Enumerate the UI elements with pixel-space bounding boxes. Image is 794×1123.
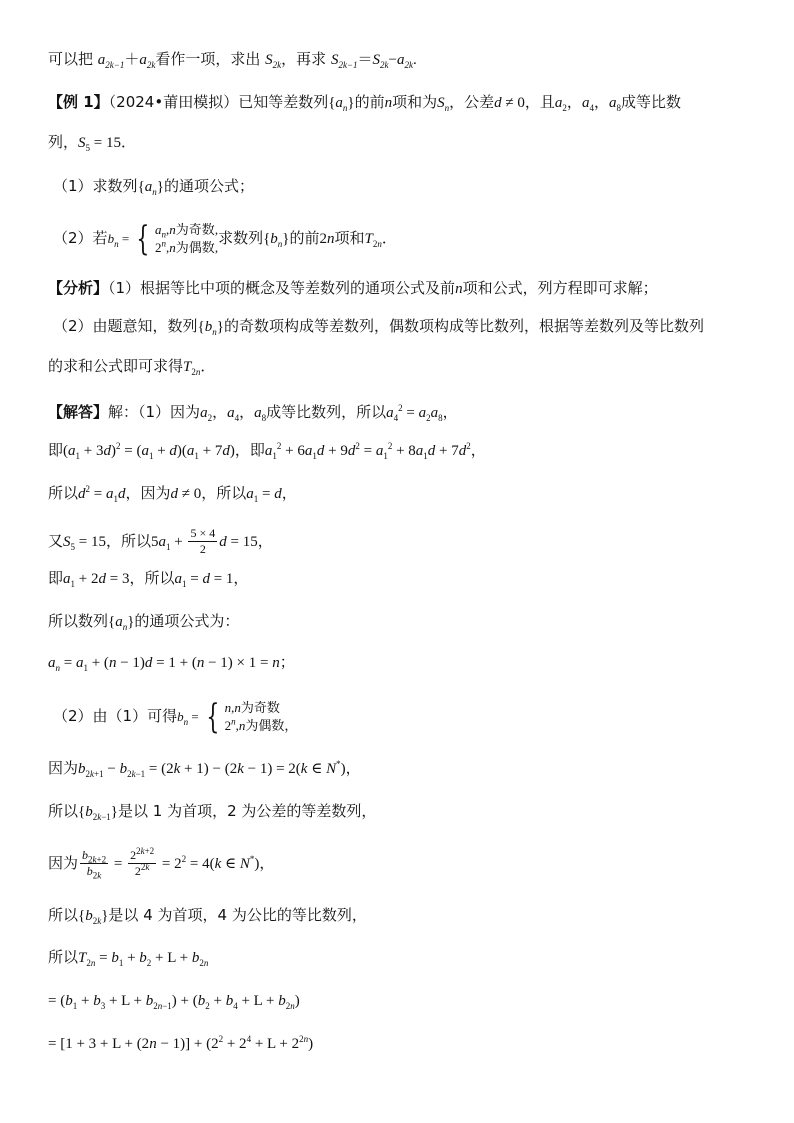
analysis-line-3: 的求和公式即可求得$T_{2n}$． <box>48 357 216 377</box>
solution-line-9: 因为$b_{2k+1} - b_{2k-1} = (2k + 1) - (2k - 1) = 2(k$ ∈ N*)， <box>48 759 361 779</box>
intro-line: 可以把 $a_{2k-1}+a_{2k}$看作一项，求出 $S_{2k}$，再求 $S_{2k-1}=S_{2k}-a_{2k}$. <box>48 50 417 70</box>
example-stem-line-2: 列，$S_5 = 15$． <box>48 133 136 153</box>
question-2: （2）若$b_n$ = { $a_n,n$为奇数, 2$^n$,n为偶数, 求数列$\{b_n\}$的前2n项和$T_{2n}$． <box>53 218 397 259</box>
piecewise-brace-2: { n,n为奇数 2$^n$,n为偶数， <box>206 696 298 737</box>
solution-line-5: 即$a_1 + 2d = 3$，所以$a_1 = d = 1$， <box>48 569 249 589</box>
solution-line-15: = $[1 + 3 + L + (2n - 1)] + (2^2 + 2^4 + L + 2^{2n})$ <box>48 1034 314 1052</box>
intro-text-2: 看作一项，求出 <box>155 50 266 68</box>
intro-text-3: ，再求 <box>281 50 331 68</box>
analysis-label: 【分析】 <box>48 279 109 297</box>
example-label: 【例 1】 <box>48 93 109 111</box>
solution-line-4: 又$S_5 = 15$，所以$5a_1$ + $\frac{5 \times 4}{2}$ d = 15， <box>48 526 273 556</box>
solution-line-6: 所以数列$\{a_n\}$的通项公式为： <box>48 612 240 632</box>
solution-line-11: 因为 $\frac{b_{2k+2}}{b_{2k}}$ = $\frac{2^{2k+2}}{2^{2k}}$ = $2^2 = 4(k$ ∈ N*)， <box>48 846 275 881</box>
solution-line-8: （2）由（1）可得$b_n$ = { n,n为奇数 2$^n$,n为偶数， <box>53 696 298 737</box>
solution-line-3: 所以$d^2 = a_1d$，因为d ≠ 0，所以$a_1 = d$， <box>48 484 297 504</box>
solution-line-14: = $(b_1 + b_3 + L + b_{2n-1}) + (b_2 + b_4 + L + b_{2n})$ <box>48 993 300 1011</box>
solution-line-2: 即$(a_1 + 3d)^2 = (a_1 + d)(a_1 + 7d)$，即$a_1^2 + 6a_1d + 9d^2 = a_1^2 + 8a_1d + 7d^2$， <box>48 441 486 461</box>
solution-line-1: 【解答】解：（1）因为$a_2$，$a_4$，$a_8$成等比数列，所以$a_4^2 = a_2a_8$， <box>48 403 458 423</box>
solution-line-13: 所以$T_{2n} = b_1 + b_2 + L + b_{2n}$ <box>48 948 209 968</box>
intro-text-1: 可以把 <box>48 50 98 68</box>
solution-line-7: $a_n = a_1 + (n - 1)d = 1 + (n - 1) \times 1 = n$； <box>48 653 295 673</box>
example-source: （2024•莆田模拟） <box>108 93 239 111</box>
analysis-line-1: 【分析】（1）根据等比中项的概念及等差数列的通项公式及前n项和公式，列方程即可求解； <box>48 279 658 297</box>
analysis-line-2: （2）由题意知，数列$\{b_n\}$的奇数项构成等差数列，偶数项构成等比数列，根据等差数列及等比数列 <box>53 317 704 337</box>
example-stem-line-1: 【例 1】（2024•莆田模拟）已知等差数列$\{a_n\}$的前n项和为$S_n$，公差d ≠ 0，且$a_2$，$a_4$，$a_8$成等比数 <box>48 93 681 113</box>
solution-line-12: 所以$\{b_{2k}\}$是以 4 为首项，4 为公比的等比数列， <box>48 906 367 926</box>
question-1: （1）求数列$\{a_n\}$的通项公式； <box>53 177 254 197</box>
solution-label: 【解答】 <box>48 403 109 421</box>
solution-line-10: 所以$\{b_{2k-1}\}$是以 1 为首项，2 为公差的等差数列， <box>48 802 377 822</box>
piecewise-brace: { $a_n,n$为奇数, 2$^n$,n为偶数, <box>136 218 219 259</box>
